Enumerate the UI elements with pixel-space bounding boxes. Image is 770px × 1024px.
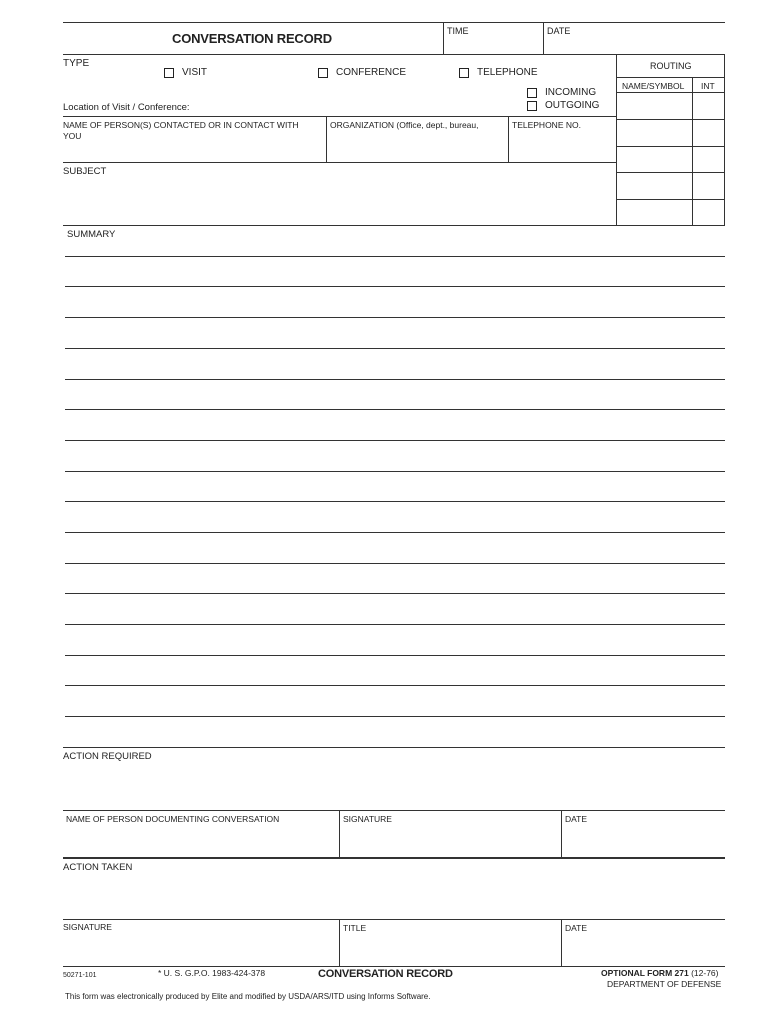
summary-line: [65, 379, 725, 380]
routing-name-field-5[interactable]: [617, 200, 692, 225]
organization-field[interactable]: [327, 142, 507, 161]
software-note: This form was electronically produced by Elite and modified by USDA/ARS/ITD using Informs Software.: [65, 992, 431, 1001]
action-taken-field[interactable]: [64, 876, 724, 918]
routing-int-field-3[interactable]: [693, 147, 724, 172]
summary-field[interactable]: [65, 240, 725, 746]
organization-label: ORGANIZATION (Office, dept., bureau,: [330, 120, 479, 130]
summary-line: [65, 409, 725, 410]
conference-checkbox[interactable]: [318, 68, 328, 78]
routing-int-field-5[interactable]: [693, 200, 724, 225]
summary-line: [65, 685, 725, 686]
subject-bottom-border: [63, 225, 725, 226]
outgoing-option[interactable]: [527, 100, 599, 111]
documenting-bottom-border: [63, 857, 725, 859]
final-signature-field[interactable]: [64, 936, 338, 964]
location-label: Location of Visit / Conference:: [63, 102, 190, 113]
routing-name-field-2[interactable]: [617, 120, 692, 146]
incoming-label: INCOMING: [545, 87, 597, 98]
summary-line: [65, 501, 725, 502]
telephone-no-field[interactable]: [509, 142, 615, 161]
routing-int-field-4[interactable]: [693, 173, 724, 199]
summary-line: [65, 440, 725, 441]
summary-line: [65, 256, 725, 257]
telephone-no-label: TELEPHONE NO.: [512, 120, 581, 130]
int-label: INT: [701, 81, 715, 91]
routing-name-field-3[interactable]: [617, 147, 692, 172]
outgoing-checkbox[interactable]: [527, 101, 537, 111]
routing-label: ROUTING: [650, 61, 692, 71]
date-field[interactable]: [544, 36, 724, 53]
form-top-border: [63, 22, 725, 23]
documenting-name-label: NAME OF PERSON DOCUMENTING CONVERSATION: [66, 814, 280, 824]
visit-option[interactable]: [164, 67, 207, 78]
telephone-option[interactable]: [459, 67, 538, 78]
telephone-label: TELEPHONE: [477, 67, 538, 78]
department-text: DEPARTMENT OF DEFENSE: [607, 979, 722, 989]
summary-line: [65, 286, 725, 287]
final-row-bottom-border: [63, 966, 725, 967]
final-date-field[interactable]: [562, 936, 724, 964]
summary-line: [65, 532, 725, 533]
header-bottom-border: [63, 54, 725, 55]
date-label: DATE: [547, 26, 571, 36]
documenting-date-label: DATE: [565, 814, 588, 824]
conference-label: CONFERENCE: [336, 67, 407, 78]
time-label: TIME: [447, 26, 469, 36]
final-signature-label: SIGNATURE: [63, 922, 112, 932]
visit-checkbox[interactable]: [164, 68, 174, 78]
routing-int-field-1[interactable]: [693, 93, 724, 119]
footer-title: CONVERSATION RECORD: [318, 968, 453, 980]
action-taken-bottom-border: [63, 919, 725, 920]
form-number: 50271-101: [63, 972, 97, 979]
summary-bottom-border: [63, 747, 725, 748]
type-label: TYPE: [63, 58, 90, 69]
subject-label: SUBJECT: [63, 166, 107, 177]
final-title-field[interactable]: [340, 936, 560, 964]
optional-form-number: OPTIONAL FORM 271: [601, 968, 689, 978]
gpo-text: * U. S. G.P.O. 1983-424-378: [158, 968, 266, 978]
final-date-label: DATE: [565, 923, 588, 933]
incoming-option[interactable]: [527, 87, 596, 98]
contact-top-border: [63, 116, 616, 117]
summary-line: [65, 348, 725, 349]
summary-line: [65, 471, 725, 472]
action-required-label: ACTION REQUIRED: [63, 751, 152, 762]
action-taken-label: ACTION TAKEN: [63, 862, 133, 873]
summary-line: [65, 593, 725, 594]
incoming-checkbox[interactable]: [527, 88, 537, 98]
location-field[interactable]: [200, 100, 520, 114]
documenting-name-field[interactable]: [64, 828, 338, 856]
divider: [616, 77, 724, 78]
routing-name-field-1[interactable]: [617, 93, 692, 119]
summary-line: [65, 716, 725, 717]
optional-form: [601, 968, 718, 978]
routing-int-field-2[interactable]: [693, 120, 724, 146]
contact-bottom-border: [63, 162, 616, 163]
documenting-signature-field[interactable]: [340, 828, 560, 856]
conference-option[interactable]: [318, 67, 406, 78]
summary-line: [65, 563, 725, 564]
routing-right-border: [724, 54, 725, 225]
action-required-bottom-border: [63, 810, 725, 811]
visit-label: VISIT: [182, 67, 208, 78]
summary-label: SUMMARY: [67, 229, 116, 240]
telephone-checkbox[interactable]: [459, 68, 469, 78]
documenting-signature-label: SIGNATURE: [343, 814, 392, 824]
contact-name-field[interactable]: [64, 142, 326, 161]
optional-form-revision: (12-76): [691, 968, 719, 978]
outgoing-label: OUTGOING: [545, 100, 600, 111]
summary-line: [65, 317, 725, 318]
summary-line: [65, 624, 725, 625]
summary-line: [65, 655, 725, 656]
action-required-field[interactable]: [64, 764, 724, 809]
routing-name-field-4[interactable]: [617, 173, 692, 199]
subject-field[interactable]: [64, 180, 615, 224]
form-title: CONVERSATION RECORD: [172, 31, 332, 46]
contact-name-label: NAME OF PERSON(S) CONTACTED OR IN CONTACT WITH YOU: [63, 120, 299, 141]
final-title-label: TITLE: [343, 923, 367, 933]
name-symbol-label: NAME/SYMBOL: [622, 81, 685, 91]
time-field[interactable]: [444, 36, 542, 53]
documenting-date-field[interactable]: [562, 828, 724, 856]
